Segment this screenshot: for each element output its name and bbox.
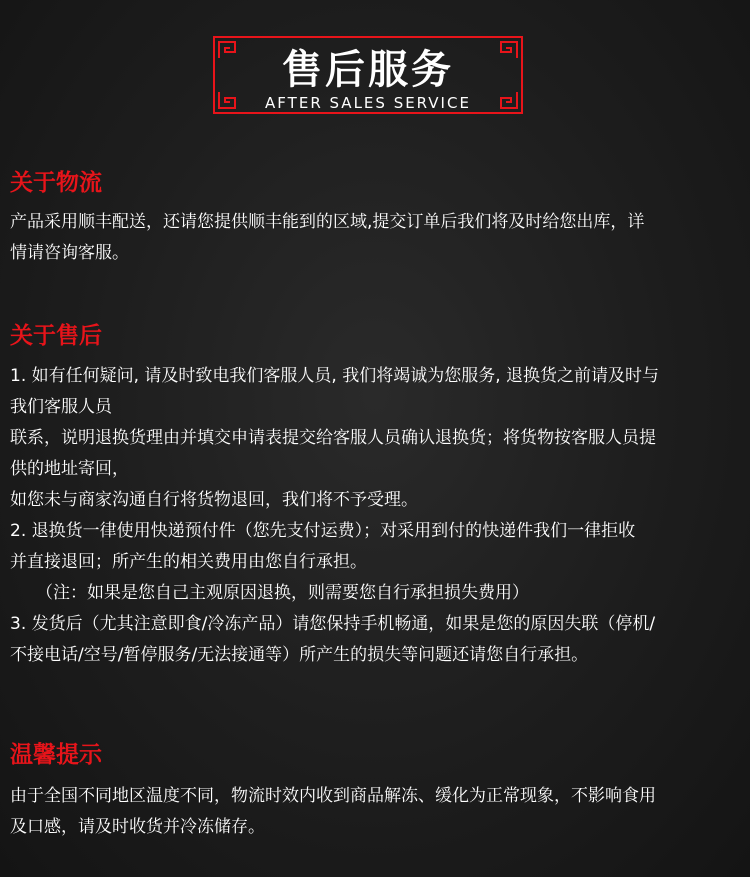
after-sales-line: 我们客服人员 (10, 397, 112, 417)
after-sales-line: 3. 发货后（尤其注意即食/冷冻产品）请您保持手机畅通，如果是您的原因失联（停机/ (10, 614, 656, 634)
after-sales-line: 供的地址寄回， (10, 459, 129, 479)
after-sales-section (10, 321, 740, 671)
after-sales-line: 联系，说明退换货理由并填交申请表提交给客服人员确认退换货；将货物按客服人员提 (10, 428, 656, 448)
after-sales-line: 并直接退回；所产生的相关费用由您自行承担。 (10, 552, 367, 572)
logistics-line: 产品采用顺丰配送，还请您提供顺丰能到的区域,提交订单后我们将及时给您出库，详 (10, 212, 645, 232)
tips-section (10, 740, 740, 843)
tips-heading: 温馨提示 (10, 742, 102, 768)
tips-line: 及口感，请及时收货并冷冻储存。 (10, 817, 265, 837)
page-header (211, 34, 525, 116)
logistics-section (10, 168, 740, 269)
logistics-heading: 关于物流 (10, 170, 102, 196)
after-sales-heading: 关于售后 (10, 323, 102, 349)
after-sales-line: 2. 退换货一律使用快递预付件（您先支付运费）；对采用到付的快递件我们一律拒收 (10, 521, 636, 541)
page-title: 售后服务 (282, 47, 454, 93)
page-subtitle: AFTER SALES SERVICE (265, 94, 471, 112)
after-sales-line: 如您未与商家沟通自行将货物退回，我们将不予受理。 (10, 490, 418, 510)
after-sales-note: （注：如果是您自己主观原因退换，则需要您自行承担损失费用） (36, 583, 529, 603)
logistics-line: 情请咨询客服。 (10, 243, 129, 263)
tips-line: 由于全国不同地区温度不同，物流时效内收到商品解冻、缓化为正常现象，不影响食用 (10, 786, 656, 806)
after-sales-line: 不接电话/空号/暂停服务/无法接通等）所产生的损失等问题还请您自行承担。 (10, 645, 589, 665)
after-sales-line: 1. 如有任何疑问, 请及时致电我们客服人员, 我们将竭诚为您服务, 退换货之前请及时与 (10, 366, 660, 386)
